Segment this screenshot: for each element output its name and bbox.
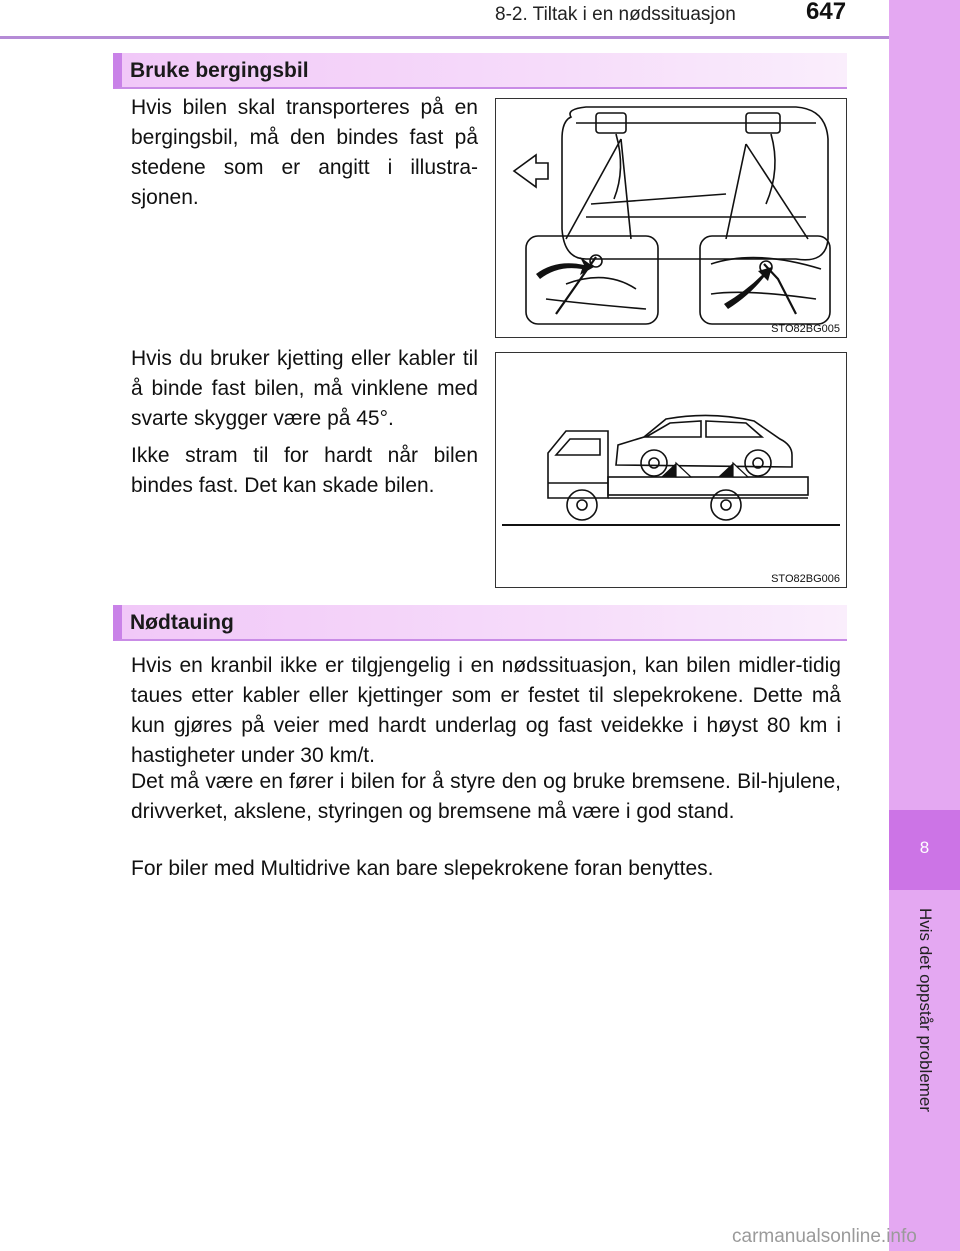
chapter-number-tab (889, 810, 960, 890)
chapter-title: Hvis det oppstår problemer (916, 907, 935, 1113)
chapter-number: 8 (919, 838, 930, 857)
section-title: Nødtauing (130, 611, 234, 634)
tie-down-illustration (496, 99, 846, 337)
section-header: 8-2. Tiltak i en nødssituasjon (495, 4, 736, 25)
figure-code: STO82BG006 (771, 573, 840, 585)
flatbed-truck-illustration (496, 353, 846, 587)
figure-tie-down-points (495, 98, 847, 338)
watermark: carmanualsonline.info (732, 1226, 917, 1247)
page-number: 647 (806, 0, 847, 25)
figure-code: STO82BG005 (771, 323, 840, 335)
paragraph-emergency-towing: Hvis en kranbil ikke er tilgjengelig i en nødssituasjon, kan bilen midler-tidig taues etter kabler eller kjettinger som er festet til slepekrokene. Dette må kun gjøres på veier med hardt underlag og fast veidekke i høyst 80 km i hastigheter under 30 km/t. (131, 654, 841, 767)
paragraph-tie-down-points: Hvis bilen skal transporteres på en bergingsbil, må den bindes fast på stedene som er angitt i illustra-sjonen. (131, 96, 478, 209)
section-title: Bruke bergingsbil (130, 59, 309, 82)
section-heading-emergency-towing (113, 605, 847, 641)
section-heading-towing-truck (113, 53, 847, 89)
paragraph-driver-required: Det må være en fører i bilen for å styre den og bruke bremsene. Bil-hjulene, drivverket, akslene, styringen og bremsene må være i god stand. (131, 770, 841, 823)
paragraph-chain-angle: Hvis du bruker kjetting eller kabler til å binde fast bilen, må vinklene med svarte skygger være på 45°. (131, 347, 478, 430)
paragraph-multidrive: For biler med Multidrive kan bare slepekrokene foran benyttes. (131, 857, 714, 880)
figure-flatbed-truck (495, 352, 847, 588)
header-rule (0, 36, 889, 39)
paragraph-do-not-overtighten: Ikke stram til for hardt når bilen bindes fast. Det kan skade bilen. (131, 444, 478, 497)
